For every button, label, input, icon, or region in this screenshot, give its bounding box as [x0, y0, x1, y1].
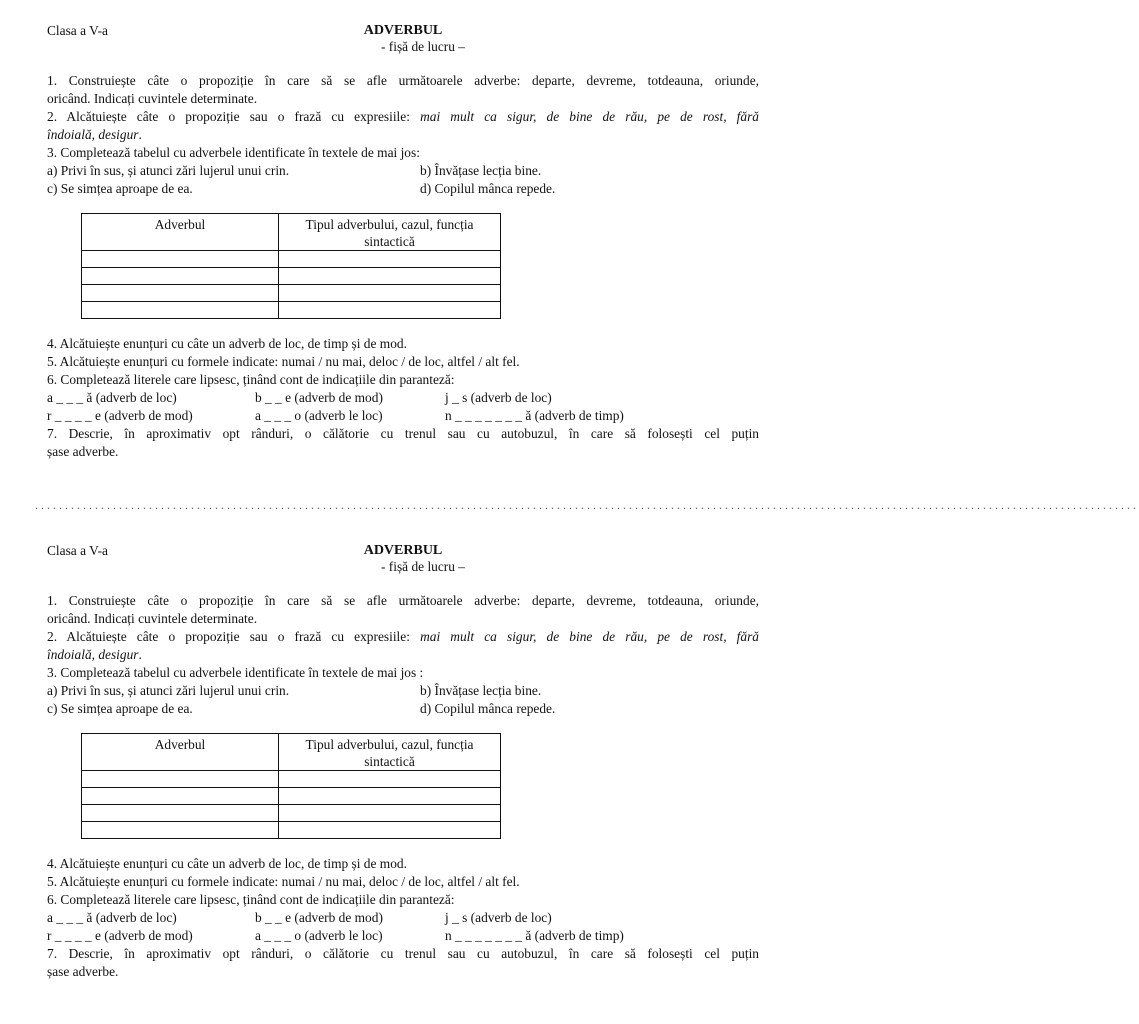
fill-row-1 [47, 909, 759, 927]
exercise-list [47, 592, 759, 718]
table-cell [279, 771, 501, 788]
fill-item-1: a _ _ _ ă (adverb de loc) [47, 910, 177, 925]
exercise-list [47, 72, 759, 198]
exercise-4: 4. Alcătuiește enunțuri cu câte un adverb de loc, de timp și de mod. [47, 336, 407, 351]
table-cell [82, 771, 279, 788]
sentences-row-1 [47, 162, 759, 180]
adverb-table [81, 733, 501, 839]
exercise-5: 5. Alcătuiește enunțuri cu formele indicate: numai / nu mai, deloc / de loc, altfel / alt fel. [47, 354, 520, 369]
worksheet-subtitle: - fișă de lucru – [380, 39, 466, 54]
exercise-7-line-2: șase adverbe. [47, 444, 119, 459]
exercise-2-line-2 [47, 126, 759, 144]
table-cell [82, 302, 279, 319]
exercise-1-line-2: oricând. Indicați cuvintele determinate. [47, 91, 258, 106]
fill-item-2: b _ _ e (adverb de mod) [255, 390, 383, 405]
exercise-2-period: . [138, 127, 142, 142]
exercise-list-continued [47, 335, 759, 461]
fill-item-6: n _ _ _ _ _ _ _ ă (adverb de timp) [445, 408, 624, 423]
table-header-row [82, 734, 501, 771]
table-cell [279, 268, 501, 285]
table-header-type: Tipul adverbului, cazul, funcția sintactică [279, 214, 501, 251]
table-row [82, 822, 501, 839]
fill-item-4: r _ _ _ _ e (adverb de mod) [47, 928, 193, 943]
sentences-row-1 [47, 682, 759, 700]
fill-row-1 [47, 389, 759, 407]
table-cell [279, 822, 501, 839]
table-cell [279, 805, 501, 822]
table-cell [82, 268, 279, 285]
exercise-2-expressions-end: îndoială, desigur [47, 647, 139, 662]
table-row [82, 788, 501, 805]
exercise-2-line-1 [47, 628, 759, 646]
fill-item-6: n _ _ _ _ _ _ _ ă (adverb de timp) [445, 928, 624, 943]
sentence-b: b) Învățase lecția bine. [420, 683, 542, 698]
table-cell [82, 285, 279, 302]
table-row [82, 302, 501, 319]
sentence-d: d) Copilul mânca repede. [420, 701, 556, 716]
exercise-2-line-2 [47, 646, 759, 664]
table-row [82, 805, 501, 822]
sentences-row-2 [47, 180, 759, 198]
fill-item-1: a _ _ _ ă (adverb de loc) [47, 390, 177, 405]
exercise-list-continued [47, 855, 759, 981]
sentence-a: a) Privi în sus, și atunci zări lujerul unui crin. [47, 683, 290, 698]
exercise-2-expressions-end: îndoială, desigur [47, 127, 139, 142]
table-cell [279, 251, 501, 268]
fill-item-5: a _ _ _ o (adverb le loc) [255, 928, 383, 943]
exercise-2-period: . [138, 647, 142, 662]
exercise-6: 6. Completează literele care lipsesc, ținând cont de indicațiile din paranteză: [47, 372, 455, 387]
exercise-3: 3. Completează tabelul cu adverbele identificate în textele de mai jos : [47, 665, 424, 680]
sentence-d: d) Copilul mânca repede. [420, 181, 556, 196]
fill-item-3: j _ s (adverb de loc) [445, 390, 552, 405]
fill-item-3: j _ s (adverb de loc) [445, 910, 552, 925]
exercise-7-line-1: 7. Descrie, în aproximativ opt rânduri, o călătorie cu trenul sau cu autobuzul, în care să folosești cel puțin [47, 946, 759, 961]
exercise-1-line-1: 1. Construiește câte o propoziție în care să se afle următoarele adverbe: departe, devreme, totdeauna, oriunde, [47, 73, 759, 88]
class-label: Clasa a V-a [47, 23, 108, 38]
exercise-5: 5. Alcătuiește enunțuri cu formele indicate: numai / nu mai, deloc / de loc, altfel / alt fel. [47, 874, 520, 889]
table-cell [82, 788, 279, 805]
fill-item-2: b _ _ e (adverb de mod) [255, 910, 383, 925]
exercise-6: 6. Completează literele care lipsesc, ținând cont de indicațiile din paranteză: [47, 892, 455, 907]
exercise-1-line-1: 1. Construiește câte o propoziție în care să se afle următoarele adverbe: departe, devreme, totdeauna, oriunde, [47, 593, 759, 608]
exercise-7-line-1: 7. Descrie, în aproximativ opt rânduri, o călătorie cu trenul sau cu autobuzul, în care să folosești cel puțin [47, 426, 759, 441]
worksheet-bottom [47, 540, 759, 981]
exercise-2-expressions: mai mult ca sigur, de bine de rău, pe de rost, fără [420, 629, 759, 644]
cut-separator: ........................................................................................................................................................................................ [35, 498, 1139, 512]
exercise-4: 4. Alcătuiește enunțuri cu câte un adverb de loc, de timp și de mod. [47, 856, 407, 871]
table-header-row [82, 214, 501, 251]
table-header-adverb: Adverbul [82, 214, 279, 251]
exercise-7-line-2: șase adverbe. [47, 964, 119, 979]
table-cell [279, 285, 501, 302]
table-cell [279, 302, 501, 319]
sentence-c: c) Se simțea aproape de ea. [47, 181, 193, 196]
table-row [82, 771, 501, 788]
worksheet-top [47, 20, 759, 461]
sentence-a: a) Privi în sus, și atunci zări lujerul unui crin. [47, 163, 290, 178]
worksheet-title: ADVERBUL [363, 23, 443, 38]
exercise-1-line-2: oricând. Indicați cuvintele determinate. [47, 611, 258, 626]
sentence-c: c) Se simțea aproape de ea. [47, 701, 193, 716]
fill-item-5: a _ _ _ o (adverb le loc) [255, 408, 383, 423]
fill-item-4: r _ _ _ _ e (adverb de mod) [47, 408, 193, 423]
worksheet-header [47, 540, 759, 558]
table-row [82, 268, 501, 285]
sentence-b: b) Învățase lecția bine. [420, 163, 542, 178]
worksheet-header [47, 20, 759, 38]
worksheet-title: ADVERBUL [363, 543, 443, 558]
table-cell [82, 822, 279, 839]
exercise-3: 3. Completează tabelul cu adverbele identificate în textele de mai jos: [47, 145, 420, 160]
table-cell [82, 805, 279, 822]
class-label: Clasa a V-a [47, 543, 108, 558]
table-row [82, 285, 501, 302]
table-header-adverb: Adverbul [82, 734, 279, 771]
exercise-2-prefix: 2. Alcătuiește câte o propoziție sau o frază cu expresiile: [47, 629, 421, 644]
worksheet-subtitle: - fișă de lucru – [380, 559, 466, 574]
fill-row-2 [47, 927, 759, 945]
exercise-2-expressions: mai mult ca sigur, de bine de rău, pe de rost, fără [420, 109, 759, 124]
table-cell [82, 251, 279, 268]
fill-row-2 [47, 407, 759, 425]
table-header-type: Tipul adverbului, cazul, funcția sintactică [279, 734, 501, 771]
table-row [82, 251, 501, 268]
table-cell [279, 788, 501, 805]
sentences-row-2 [47, 700, 759, 718]
adverb-table [81, 213, 501, 319]
exercise-2-prefix: 2. Alcătuiește câte o propoziție sau o frază cu expresiile: [47, 109, 421, 124]
exercise-2-line-1 [47, 108, 759, 126]
